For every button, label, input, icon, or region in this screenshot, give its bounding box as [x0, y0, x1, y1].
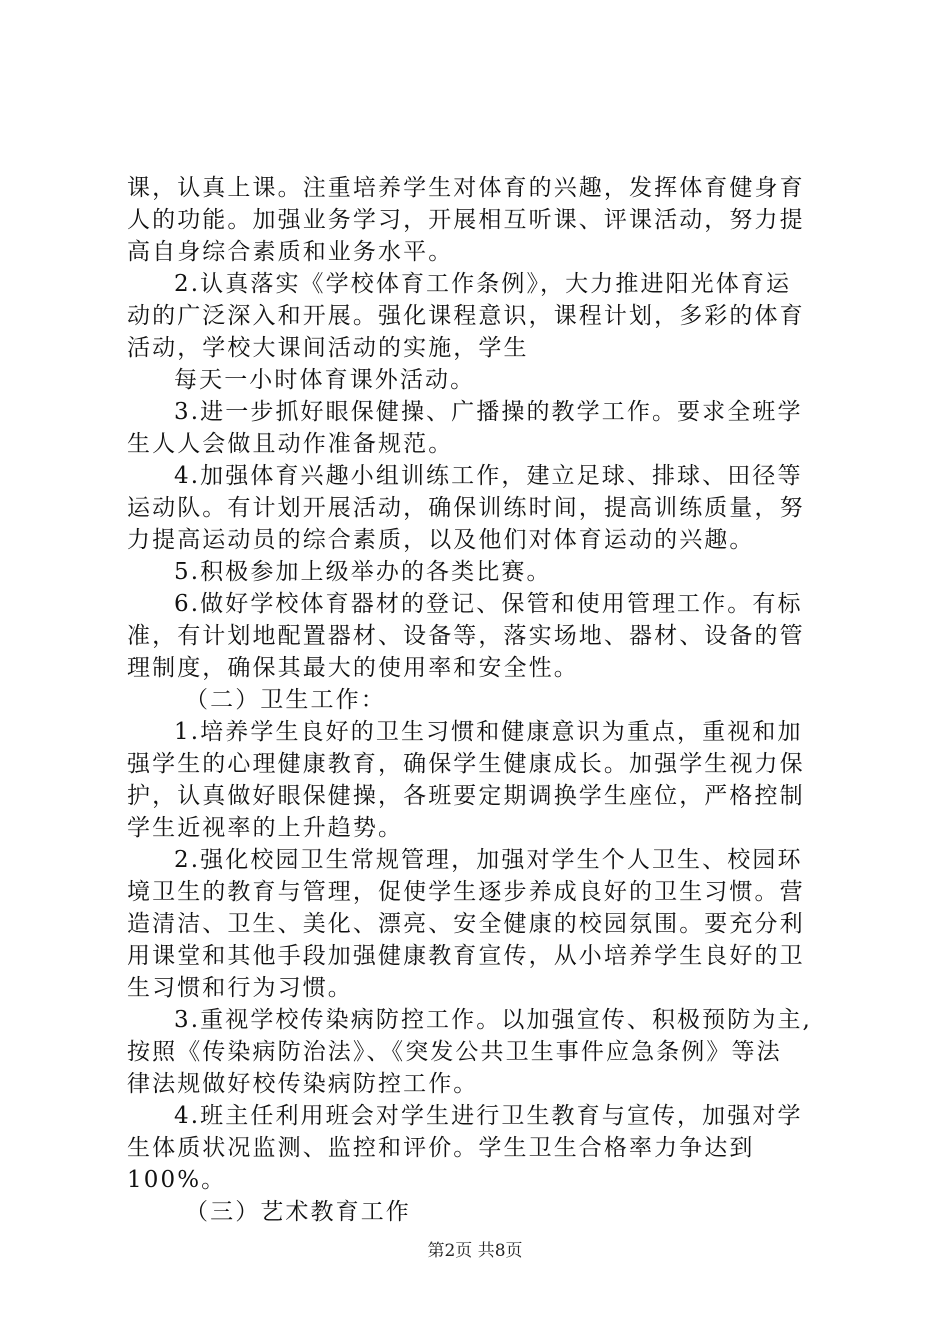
text-line: 5.积极参加上级举办的各类比赛。 — [174, 559, 552, 585]
text-line: （二）卫生工作： — [185, 687, 386, 713]
text-line: 律法规做好校传染病防控工作。 — [127, 1071, 479, 1097]
text-line: 2.认真落实《学校体育工作条例》，大力推进阳光体育运 — [174, 271, 792, 297]
text-line: 强学生的心理健康教育，确保学生健康成长。加强学生视力保 — [127, 751, 805, 777]
text-line: 理制度，确保其最大的使用率和安全性。 — [127, 655, 579, 681]
text-line: 活动，学校大课间活动的实施，学生 — [127, 335, 529, 361]
text-line: 力提高运动员的综合素质，以及他们对体育运动的兴趣。 — [127, 527, 755, 553]
text-line: 生人人会做且动作准备规范。 — [127, 431, 454, 457]
text-line: 2.强化校园卫生常规管理，加强对学生个人卫生、校园环 — [174, 847, 803, 873]
text-line: 人的功能。加强业务学习，开展相互听课、评课活动，努力提 — [127, 207, 805, 233]
text-line: 3.进一步抓好眼保健操、广播操的教学工作。要求全班学 — [174, 399, 803, 425]
text-line: 动的广泛深入和开展。强化课程意识，课程计划，多彩的体育 — [127, 303, 805, 329]
text-line: 生体质状况监测、监控和评价。学生卫生合格率力争达到 — [127, 1135, 755, 1161]
text-line: 1.培养学生良好的卫生习惯和健康意识为重点，重视和加 — [174, 719, 803, 745]
text-line: 4.加强体育兴趣小组训练工作，建立足球、排球、田径等 — [174, 463, 803, 489]
text-line: 学生近视率的上升趋势。 — [127, 815, 404, 841]
page-footer: 第2页 共8页 — [427, 1241, 523, 1261]
text-line: （三）艺术教育工作 — [185, 1199, 411, 1225]
text-line: 境卫生的教育与管理，促使学生逐步养成良好的卫生习惯。营 — [127, 879, 805, 905]
text-line: 100%。 — [127, 1167, 227, 1193]
text-line: 6.做好学校体育器材的登记、保管和使用管理工作。有标 — [174, 591, 803, 617]
text-line: 准，有计划地配置器材、设备等，落实场地、器材、设备的管 — [127, 623, 805, 649]
text-line: 按照《传染病防治法》、《突发公共卫生事件应急条例》等法 — [127, 1039, 782, 1065]
text-line: 运动队。有计划开展活动，确保训练时间，提高训练质量，努 — [127, 495, 805, 521]
text-line: 造清洁、卫生、美化、漂亮、安全健康的校园氛围。要充分利 — [127, 911, 805, 937]
text-line: 护，认真做好眼保健操，各班要定期调换学生座位，严格控制 — [127, 783, 805, 809]
text-line: 4.班主任利用班会对学生进行卫生教育与宣传，加强对学 — [174, 1103, 803, 1129]
text-line: 用课堂和其他手段加强健康教育宣传，从小培养学生良好的卫 — [127, 943, 805, 969]
text-line: 生习惯和行为习惯。 — [127, 975, 353, 1001]
text-line: 高自身综合素质和业务水平。 — [127, 239, 454, 265]
text-line: 课，认真上课。注重培养学生对体育的兴趣，发挥体育健身育 — [127, 175, 805, 201]
document-body — [127, 172, 832, 1228]
text-line: 3.重视学校传染病防控工作。以加强宣传、积极预防为主, — [174, 1007, 812, 1033]
text-line: 每天一小时体育课外活动。 — [174, 367, 476, 393]
